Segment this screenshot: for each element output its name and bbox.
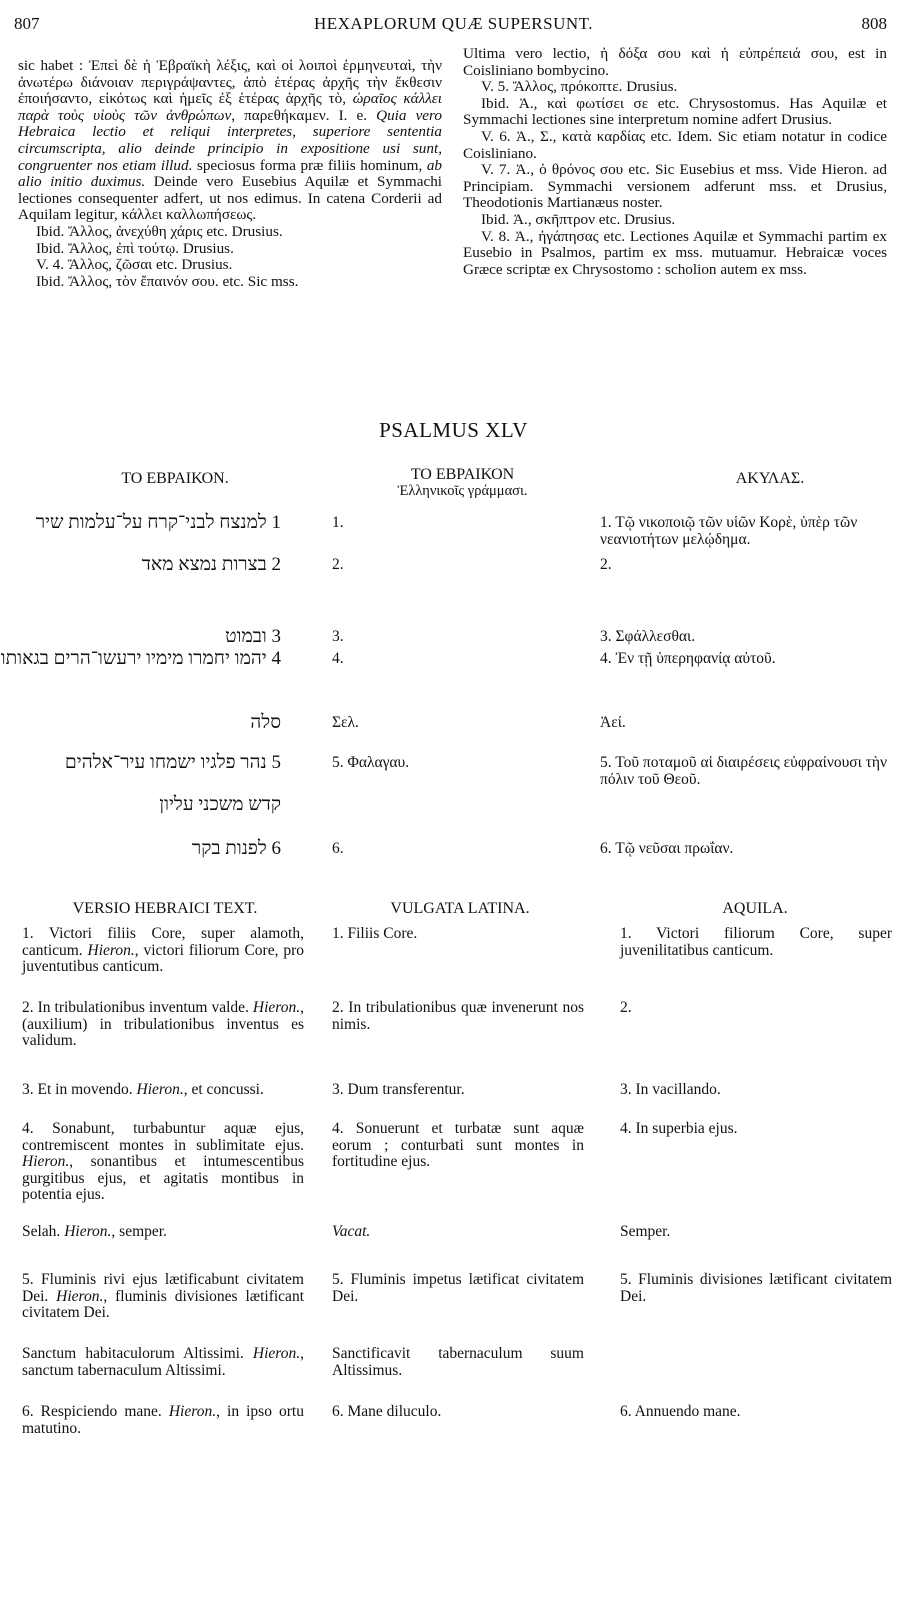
aquila-latin-text: 3. In vacillando. — [620, 1081, 721, 1098]
hebrew-version-text: Selah. Hieron., semper. — [22, 1223, 167, 1240]
vulgate-text: 5. Fluminis impetus lætificat civitatem Dei. — [332, 1271, 584, 1305]
latin-header-hebrew-version: VERSIO HEBRAICI TEXT. — [72, 900, 258, 917]
hebrew-version-text: 3. Et in movendo. Hieron., et concussi. — [22, 1081, 264, 1098]
hebrew-version-text: 6. Respiciendo mane. Hieron., in ipso ortu matutino. — [22, 1403, 304, 1437]
vulgate-text: 4. Sonuerunt et turbatæ sunt aquæ eorum ; conturbati sunt montes in fortitudine ejus. — [332, 1120, 584, 1170]
running-header — [0, 10, 907, 36]
note-paragraph: Ibid. Ἄλλος, ἐπὶ τούτῳ. Drusius. — [36, 239, 234, 257]
hebrew-version-text: Sanctum habitaculorum Altissimi. Hieron., sanctum tabernaculum Altissimi. — [22, 1345, 304, 1379]
aquila-latin-text: 2. — [620, 999, 632, 1016]
aquila-greek-line: 2. — [600, 556, 612, 573]
hebrew-line: 5 נהר פלגיו ישמחו עיר־אלהים — [64, 752, 281, 773]
vulgate-text: Sanctificavit tabernaculum suum Altissimus. — [332, 1345, 584, 1379]
transliteration-line: 2. — [332, 556, 344, 573]
note-paragraph: Ibid. Ἀ., σκῆπτρον etc. Drusius. — [481, 210, 676, 228]
hebrew-line: 3 ובמוט — [225, 626, 281, 647]
aquila-greek-line: 5. Τοῦ ποταμοῦ αἱ διαιρέσεις εὐφραίνουσι τὴν πόλιν τοῦ Θεοῦ. — [600, 754, 888, 788]
vulgate-text: 2. In tribulationibus quæ invenerunt nos nimis. — [332, 999, 584, 1033]
hebrew-version-text: 2. In tribulationibus inventum valde. Hieron., (auxilium) in tribulationibus inventus es validum. — [22, 999, 304, 1049]
hebrew-version-text: 1. Victori filiis Core, super alamoth, canticum. Hieron., victori filiorum Core, pro juventutibus canticum. — [22, 925, 304, 975]
notes-right-column — [463, 46, 887, 278]
aquila-greek-line: 1. Τῷ νικοποιῷ τῶν υἱῶν Κορὲ, ὑπὲρ τῶν νεανιοτήτων μελῴδημα. — [600, 514, 858, 548]
greek-header-aquila: ΑΚΥΛΑΣ. — [735, 470, 805, 487]
aquila-latin-text: Semper. — [620, 1223, 671, 1240]
hebrew-version-text: 4. Sonabunt, turbabuntur aquæ ejus, contremiscent montes in sublimitate ejus. Hieron., sonantibus et intumescentibus gurgitibus ejus, et agitatis montibus in potentia ejus. — [22, 1120, 304, 1203]
hebrew-line: 6 לפנות בקר — [191, 838, 281, 859]
transliteration-line: 4. — [332, 650, 344, 667]
aquila-greek-line: 3. Σφάλλεσθαι. — [600, 628, 696, 645]
note-paragraph: sic habet : Ἐπεὶ δὲ ἡ Ἑβραϊκὴ λέξις, καὶ οἱ λοιποὶ ἑρμηνευταὶ, τὴν ἀνωτέρω διάνοιαν περιγράψαντες, ἀπὸ ἑτέρας ἀρχῆς τὴν ἔκθεσιν ἐποιήσαντο, εἰκότως καὶ ἡμεῖς ἐξ ἑτέρας ἀρχῆς τὸ, ὡραῖος κάλλει παρὰ τοὺς υἱοὺς τῶν ἀνθρώπων, παρεθήκαμεν. I. e. Quia vero Hebraica lectio et reliqui interpretes, superiore sententia circumscripta, alio deinde principio in expositione usi sunt, congruenter nos etiam illud. speciosus forma præ filiis hominum, ab alio initio duximus. Deinde vero Eusebius Aquilæ et Symmachi lectiones consequenter adfert, ut nos edimus. In catena Corderii ad Aquilam legitur, κάλλει καλλωπήσεως. — [18, 57, 443, 224]
notes-left-column — [18, 58, 442, 290]
note-paragraph: V. 6. Ἀ., Σ., κατὰ καρδίας etc. Idem. Sic etiam notatur in codice Coisliniano. — [463, 127, 887, 162]
aquila-latin-text: 4. In superbia ejus. — [620, 1120, 738, 1137]
hebrew-line: סלה — [250, 712, 281, 733]
transliteration-line: 3. — [332, 628, 344, 645]
aquila-latin-text: 6. Annuendo mane. — [620, 1403, 741, 1420]
note-paragraph: Ibid. Ἄλλος, ἀνεχύθη χάρις etc. Drusius. — [36, 222, 283, 240]
note-paragraph: V. 4. Ἄλλος, ζῶσαι etc. Drusius. — [36, 256, 233, 274]
latin-header-aquila: AQUILA. — [722, 900, 788, 917]
vulgate-text: 3. Dum transferentur. — [332, 1081, 465, 1098]
hebrew-line: קדש משכני עליון — [159, 794, 281, 815]
hebrew-version-text: 5. Fluminis rivi ejus lætificabunt civitatem Dei. Hieron., fluminis divisiones lætificant civitatem Dei. — [22, 1271, 304, 1321]
aquila-greek-line: 6. Τῷ νεῦσαι πρωΐαν. — [600, 840, 734, 857]
note-paragraph: V. 5. Ἄλλος, πρόκοπτε. Drusius. — [481, 78, 678, 96]
aquila-greek-line: Ἀεί. — [600, 714, 626, 731]
aquila-latin-text: 5. Fluminis divisiones lætificant civitatem Dei. — [620, 1271, 892, 1305]
hebrew-line: 2 בצרות נמצא מאד — [141, 554, 281, 575]
aquila-latin-text: 1. Victori filiorum Core, super juvenilitatibus canticum. — [620, 925, 892, 959]
vulgate-text: 1. Filiis Core. — [332, 925, 418, 942]
aquila-greek-line: 4. Ἐν τῇ ὑπερηφανίᾳ αὐτοῦ. — [600, 650, 776, 667]
hebrew-line: 1 למנצח לבני־קרח על־עלמות שיר — [35, 512, 281, 533]
note-paragraph: V. 8. Ἀ., ἠγάπησας etc. Lectiones Aquilæ et Symmachi partim ex Eusebio in Psalmos, partim ex mss. mutuamur. Hebraicæ voces Græce scriptæ ex Chrysostomo : scholion autem ex mss. — [463, 227, 887, 278]
transliteration-line: 1. — [332, 514, 344, 531]
transliteration-line: 5. Φαλαγαυ. — [332, 754, 410, 771]
transliteration-line: Σελ. — [332, 714, 359, 731]
note-paragraph: Ultima vero lectio, ἡ δόξα σου καὶ ἡ εὐπρέπειά σου, est in Coisliniano bombycino. — [463, 45, 887, 79]
page-number-right: 808 — [861, 14, 887, 33]
vulgate-text: 6. Mane diluculo. — [332, 1403, 442, 1420]
vulgate-text: Vacat. — [332, 1223, 371, 1240]
note-paragraph: V. 7. Ἀ., ὁ θρόνος σου etc. Sic Eusebius et mss. Vide Hieron. ad Principiam. Symmachi versionem adferunt mss. et Drusius, Theodotionis Martianæus noster. — [463, 161, 887, 212]
note-paragraph: Ibid. Ἀ., καὶ φωτίσει σε etc. Chrysostomus. Has Aquilæ et Symmachi lectiones sine interpretum nomine adfert Drusius. — [463, 94, 887, 129]
page-number-left: 807 — [14, 14, 40, 33]
running-title: HEXAPLORUM QUÆ SUPERSUNT. — [313, 14, 594, 33]
greek-header-hebrew: ΤΟ ΕΒΡΑΙΚΟΝ. — [121, 470, 229, 487]
hebrew-line: 4 יהמו יחמרו מימיו ירעשו־הרים בגאותו — [0, 648, 281, 669]
transliteration-line: 6. — [332, 840, 344, 857]
greek-header-transliteration: ΤΟ ΕΒΡΑΙΚΟΝ Ἑλληνικοῖς γράμμασι. — [397, 466, 528, 499]
latin-header-vulgate: VULGATA LATINA. — [390, 900, 530, 917]
note-paragraph: Ibid. Ἄλλος, τὸν ἔπαινόν σου. etc. Sic mss. — [36, 272, 299, 290]
psalm-title: PSALMUS XLV — [379, 418, 528, 442]
